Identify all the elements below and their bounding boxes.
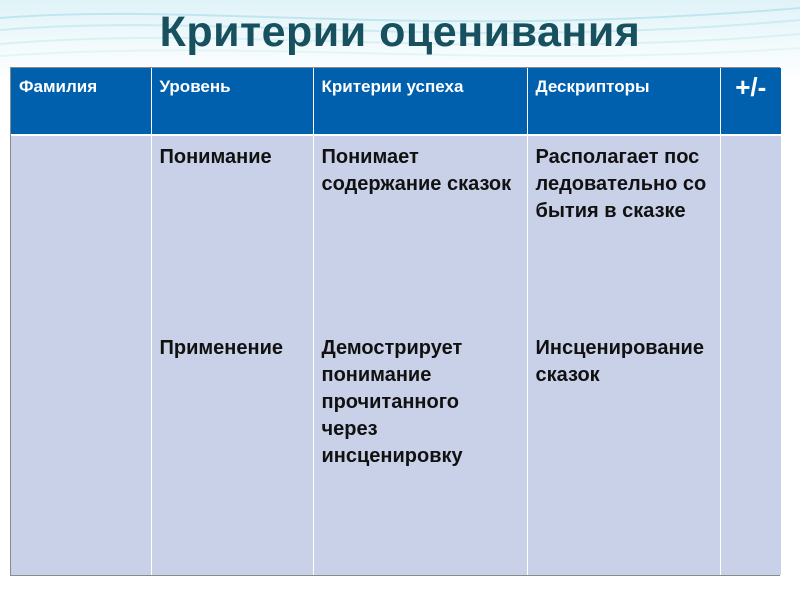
header-level: Уровень	[151, 68, 313, 135]
level-understanding: Понимание	[159, 146, 272, 168]
descriptor-understanding: Располагает последовательно события в сказке	[535, 146, 707, 222]
cell-surname	[11, 135, 151, 575]
criteria-table	[10, 67, 780, 576]
cell-plus-minus	[720, 135, 781, 575]
cell-criteria	[313, 135, 527, 575]
header-criteria: Критерии успеха	[313, 68, 527, 135]
level-application: Применение	[159, 337, 284, 359]
header-surname: Фамилия	[11, 68, 151, 135]
table-header-row	[11, 68, 781, 135]
slide-title: Критерии оценивания	[159, 8, 641, 56]
cell-level	[151, 135, 313, 575]
cell-descriptors	[527, 135, 720, 575]
descriptor-application: Инсценирование сказок	[535, 337, 704, 386]
criteria-application: Демострирует понимание прочитанного через инсценировку	[321, 337, 463, 467]
header-descriptors: Дескрипторы	[527, 68, 720, 135]
criteria-understanding: Понимает содержание сказок	[321, 146, 512, 195]
table-row	[11, 135, 781, 575]
header-plus-minus: +/-	[720, 68, 781, 135]
